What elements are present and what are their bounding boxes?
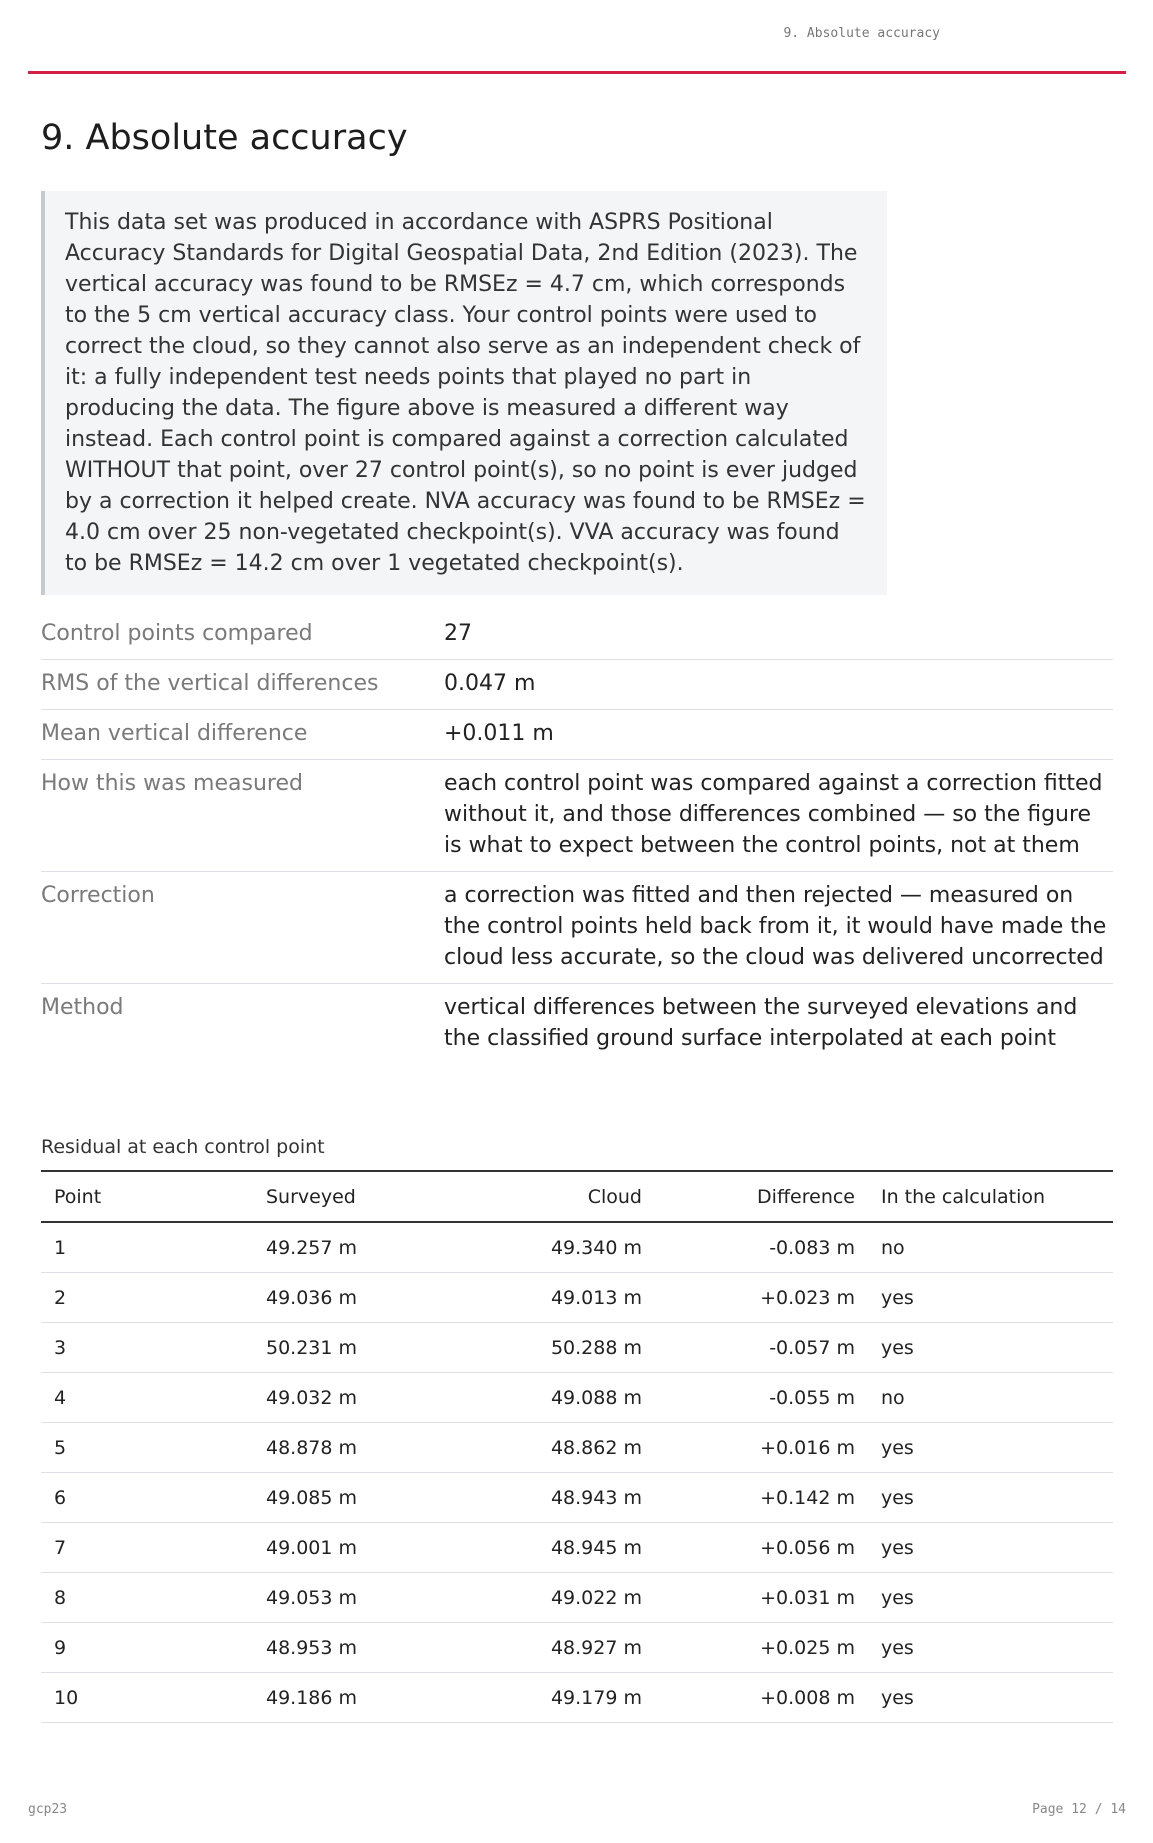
table-row	[41, 1623, 1113, 1673]
running-header: 9. Absolute accuracy	[783, 26, 940, 41]
cell-in-calculation: yes	[868, 1473, 1113, 1523]
cell-in-calculation: yes	[868, 1573, 1113, 1623]
table-row	[41, 1373, 1113, 1423]
residuals-table	[41, 1170, 1113, 1723]
cell-in-calculation: yes	[868, 1273, 1113, 1323]
cell-point: 4	[41, 1373, 253, 1423]
cell-surveyed: 49.001 m	[253, 1523, 454, 1573]
cell-in-calculation: yes	[868, 1423, 1113, 1473]
cell-point: 5	[41, 1423, 253, 1473]
page-title: 9. Absolute accuracy	[41, 118, 408, 158]
table-row	[41, 1273, 1113, 1323]
cell-cloud: 49.340 m	[454, 1222, 655, 1273]
column-header-surveyed: Surveyed	[253, 1171, 454, 1222]
cell-difference: +0.056 m	[655, 1523, 868, 1573]
table-row	[41, 1573, 1113, 1623]
accuracy-summary-callout: This data set was produced in accordance with ASPRS Positional Accuracy Standards for Digital Geospatial Data, 2nd Edition (2023). The vertical accuracy was found to be RMSEz = 4.7 cm, which corresponds to the 5 cm vertical accuracy class. Your control points were used to correct the cloud, so they cannot also serve as an independent check of it: a fully independent test needs points that played no part in producing the data. The figure above is measured a different way instead. Each control point is compared against a correction calculated WITHOUT that point, over 27 control point(s), so no point is ever judged by a correction it helped create. NVA accuracy was found to be RMSEz = 4.0 cm over 25 non-vegetated checkpoint(s). VVA accuracy was found to be RMSEz = 14.2 cm over 1 vegetated checkpoint(s).	[41, 191, 887, 595]
cell-difference: +0.008 m	[655, 1673, 868, 1723]
cell-surveyed: 48.953 m	[253, 1623, 454, 1673]
cell-in-calculation: yes	[868, 1623, 1113, 1673]
fact-row	[41, 760, 1113, 872]
fact-label: RMS of the vertical differences	[41, 660, 444, 710]
cell-in-calculation: no	[868, 1222, 1113, 1273]
cell-difference: -0.057 m	[655, 1323, 868, 1373]
cell-point: 8	[41, 1573, 253, 1623]
fact-value: a correction was fitted and then rejected — measured on the control points held back from it, it would have made the cloud less accurate, so the cloud was delivered uncorrected	[444, 872, 1113, 984]
cell-surveyed: 49.032 m	[253, 1373, 454, 1423]
table-row	[41, 1673, 1113, 1723]
fact-row	[41, 610, 1113, 660]
column-header-point: Point	[41, 1171, 253, 1222]
residuals-caption: Residual at each control point	[41, 1136, 325, 1158]
header-rule	[28, 71, 1126, 74]
fact-row	[41, 984, 1113, 1065]
column-header-difference: Difference	[655, 1171, 868, 1222]
cell-difference: +0.142 m	[655, 1473, 868, 1523]
cell-in-calculation: yes	[868, 1323, 1113, 1373]
table-row	[41, 1523, 1113, 1573]
cell-cloud: 48.862 m	[454, 1423, 655, 1473]
cell-cloud: 49.022 m	[454, 1573, 655, 1623]
fact-row	[41, 710, 1113, 760]
column-header-in-calculation: In the calculation	[868, 1171, 1113, 1222]
cell-cloud: 50.288 m	[454, 1323, 655, 1373]
fact-label: Control points compared	[41, 610, 444, 660]
fact-row	[41, 660, 1113, 710]
cell-difference: +0.025 m	[655, 1623, 868, 1673]
fact-row	[41, 872, 1113, 984]
cell-point: 3	[41, 1323, 253, 1373]
cell-surveyed: 50.231 m	[253, 1323, 454, 1373]
fact-value: +0.011 m	[444, 710, 1113, 760]
cell-surveyed: 48.878 m	[253, 1423, 454, 1473]
cell-surveyed: 49.186 m	[253, 1673, 454, 1723]
cell-cloud: 48.945 m	[454, 1523, 655, 1573]
fact-label: Correction	[41, 872, 444, 984]
cell-cloud: 49.179 m	[454, 1673, 655, 1723]
cell-point: 7	[41, 1523, 253, 1573]
cell-difference: -0.055 m	[655, 1373, 868, 1423]
table-row	[41, 1222, 1113, 1273]
cell-in-calculation: yes	[868, 1523, 1113, 1573]
table-row	[41, 1473, 1113, 1523]
cell-difference: +0.031 m	[655, 1573, 868, 1623]
cell-point: 1	[41, 1222, 253, 1273]
cell-in-calculation: no	[868, 1373, 1113, 1423]
fact-value: vertical differences between the surveyed elevations and the classified ground surface interpolated at each point	[444, 995, 1078, 1051]
cell-in-calculation: yes	[868, 1673, 1113, 1723]
footer-page-number: Page 12 / 14	[1032, 1802, 1126, 1817]
table-row	[41, 1323, 1113, 1373]
cell-point: 2	[41, 1273, 253, 1323]
cell-surveyed: 49.036 m	[253, 1273, 454, 1323]
cell-point: 6	[41, 1473, 253, 1523]
cell-point: 10	[41, 1673, 253, 1723]
column-header-cloud: Cloud	[454, 1171, 655, 1222]
cell-surveyed: 49.053 m	[253, 1573, 454, 1623]
cell-surveyed: 49.257 m	[253, 1222, 454, 1273]
residuals-header-row	[41, 1171, 1113, 1222]
fact-label: How this was measured	[41, 760, 444, 872]
cell-difference: +0.023 m	[655, 1273, 868, 1323]
table-row	[41, 1423, 1113, 1473]
fact-value: 0.047 m	[444, 660, 1113, 710]
accuracy-facts-table	[41, 610, 1113, 1064]
cell-difference: +0.016 m	[655, 1423, 868, 1473]
cell-point: 9	[41, 1623, 253, 1673]
fact-label: Method	[41, 995, 124, 1020]
cell-surveyed: 49.085 m	[253, 1473, 454, 1523]
fact-value: 27	[444, 610, 1113, 660]
cell-cloud: 48.927 m	[454, 1623, 655, 1673]
cell-cloud: 49.088 m	[454, 1373, 655, 1423]
cell-difference: -0.083 m	[655, 1222, 868, 1273]
cell-cloud: 49.013 m	[454, 1273, 655, 1323]
fact-value: each control point was compared against a correction fitted without it, and those differences combined — so the figure is what to expect between the control points, not at them	[444, 760, 1113, 872]
footer-document-id: gcp23	[28, 1802, 68, 1817]
cell-cloud: 48.943 m	[454, 1473, 655, 1523]
fact-label: Mean vertical difference	[41, 710, 444, 760]
